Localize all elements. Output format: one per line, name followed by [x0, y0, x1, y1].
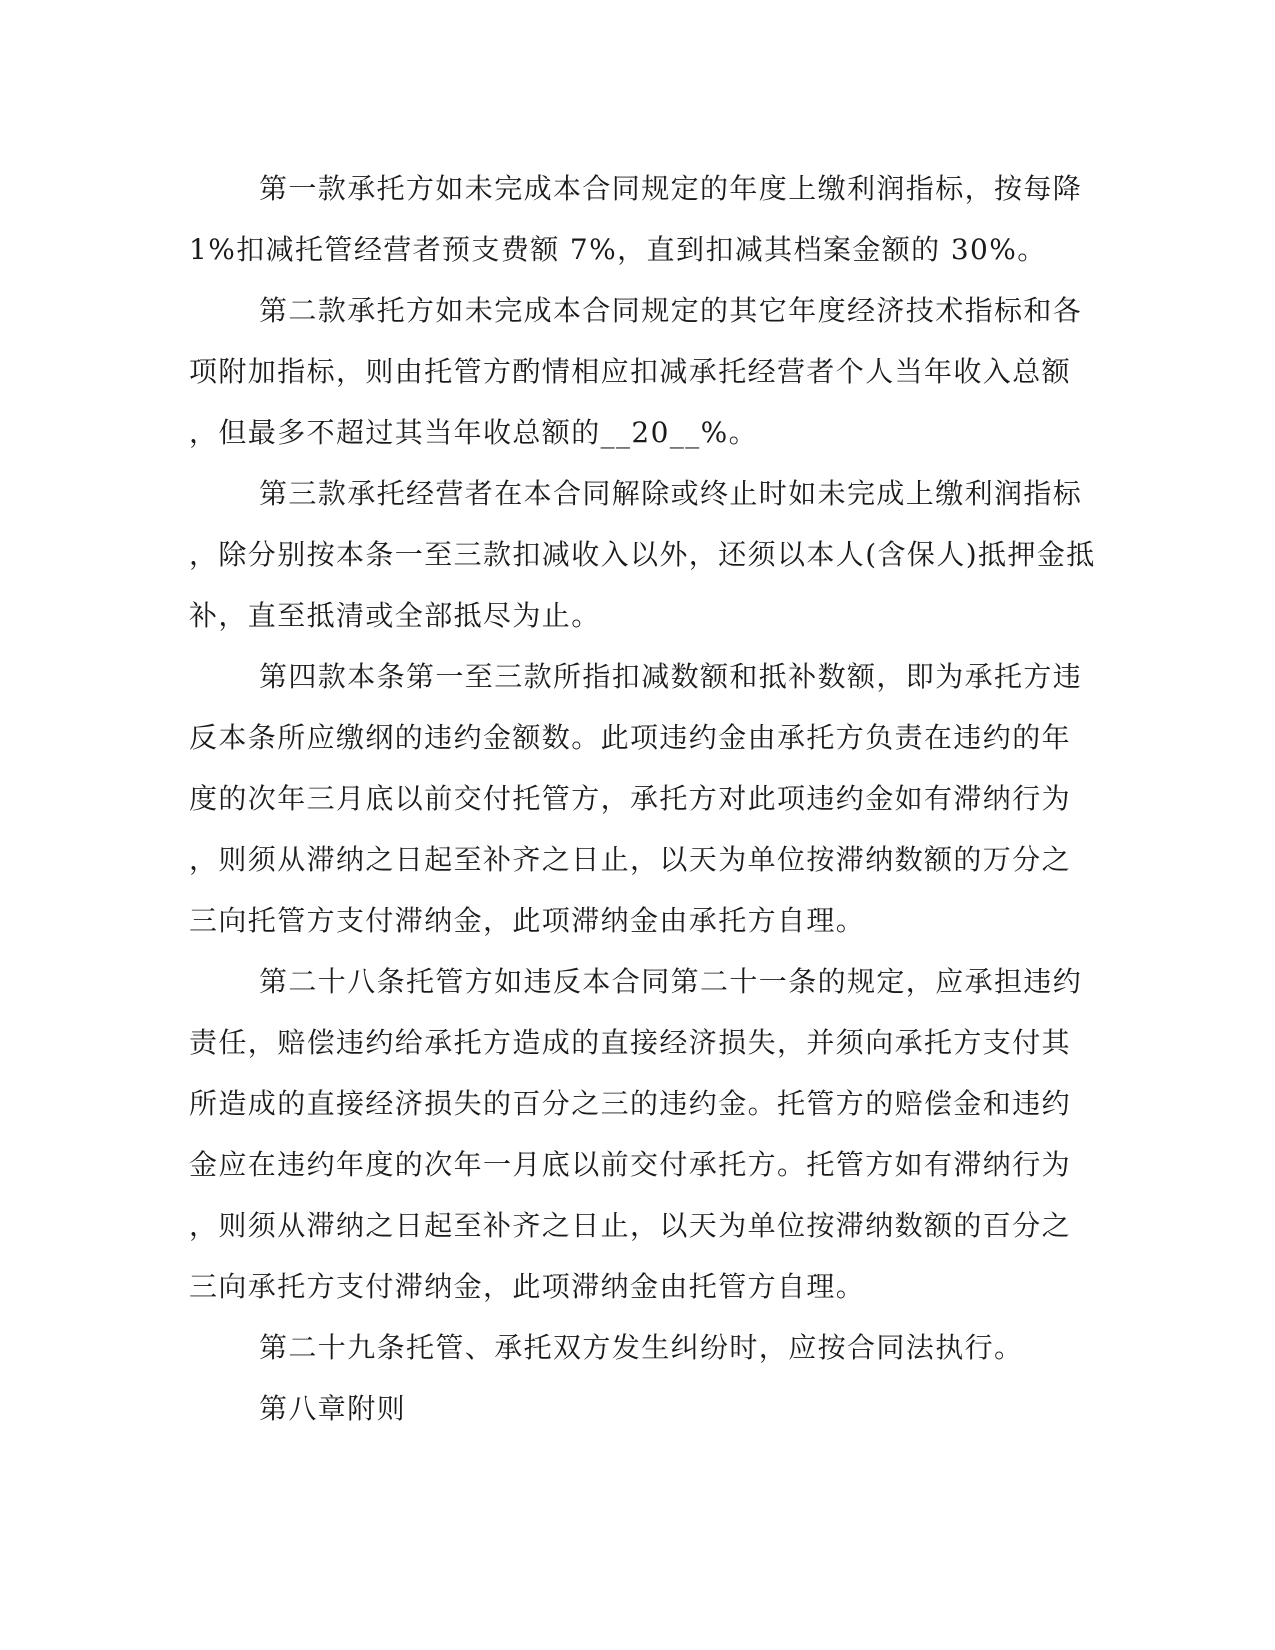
paragraph-line: 第二款承托方如未完成本合同规定的其它年度经济技术指标和各	[259, 294, 1083, 327]
paragraph-line: 补，直至抵清或全部抵尽为止。	[189, 599, 601, 632]
paragraph-line: 项附加指标，则由托管方酌情相应扣减承托经营者个人当年收入总额	[189, 355, 1072, 388]
paragraph-line: 第二十九条托管、承托双方发生纠纷时，应按合同法执行。	[259, 1331, 1024, 1364]
paragraph-line: 反本条所应缴纲的违约金额数。此项违约金由承托方负责在违约的年	[189, 721, 1072, 754]
paragraph-clause-3	[189, 463, 1096, 646]
paragraph-article-29	[189, 1317, 1089, 1378]
paragraph-clause-4	[189, 646, 1089, 951]
paragraph-article-28	[189, 951, 1089, 1317]
document-body	[189, 158, 1096, 1439]
paragraph-line: ，除分别按本条一至三款扣减收入以外，还须以本人(含保人)抵押金抵	[189, 538, 1096, 571]
paragraph-chapter-8	[189, 1378, 1089, 1439]
paragraph-clause-2	[189, 280, 1089, 463]
paragraph-line: 第一款承托方如未完成本合同规定的年度上缴利润指标，按每降	[259, 172, 1083, 205]
paragraph-clause-1	[189, 158, 1089, 280]
paragraph-line: 第四款本条第一至三款所指扣减数额和抵补数额，即为承托方违	[259, 660, 1083, 693]
paragraph-line: 第二十八条托管方如违反本合同第二十一条的规定，应承担违约	[259, 965, 1083, 998]
paragraph-line: 第八章附则	[259, 1392, 407, 1425]
paragraph-line: 所造成的直接经济损失的百分之三的违约金。托管方的赔偿金和违约	[189, 1087, 1072, 1120]
paragraph-line: 度的次年三月底以前交付托管方，承托方对此项违约金如有滞纳行为	[189, 782, 1072, 815]
paragraph-line: 第三款承托经营者在本合同解除或终止时如未完成上缴利润指标	[259, 477, 1083, 510]
paragraph-line: ，则须从滞纳之日起至补齐之日止，以天为单位按滞纳数额的百分之	[189, 1209, 1072, 1242]
paragraph-line: 责任，赔偿违约给承托方造成的直接经济损失，并须向承托方支付其	[189, 1026, 1072, 1059]
paragraph-line: 三向托管方支付滞纳金，此项滞纳金由承托方自理。	[189, 904, 866, 937]
paragraph-line: 三向承托方支付滞纳金，此项滞纳金由托管方自理。	[189, 1270, 866, 1303]
paragraph-line: 金应在违约年度的次年一月底以前交付承托方。托管方如有滞纳行为	[189, 1148, 1072, 1181]
paragraph-line: ，则须从滞纳之日起至补齐之日止，以天为单位按滞纳数额的万分之	[189, 843, 1072, 876]
paragraph-line: 1%扣减托管经营者预支费额 7%，直到扣减其档案金额的 30%。	[189, 233, 1047, 266]
paragraph-line: ，但最多不超过其当年收总额的__20__%。	[189, 416, 759, 449]
